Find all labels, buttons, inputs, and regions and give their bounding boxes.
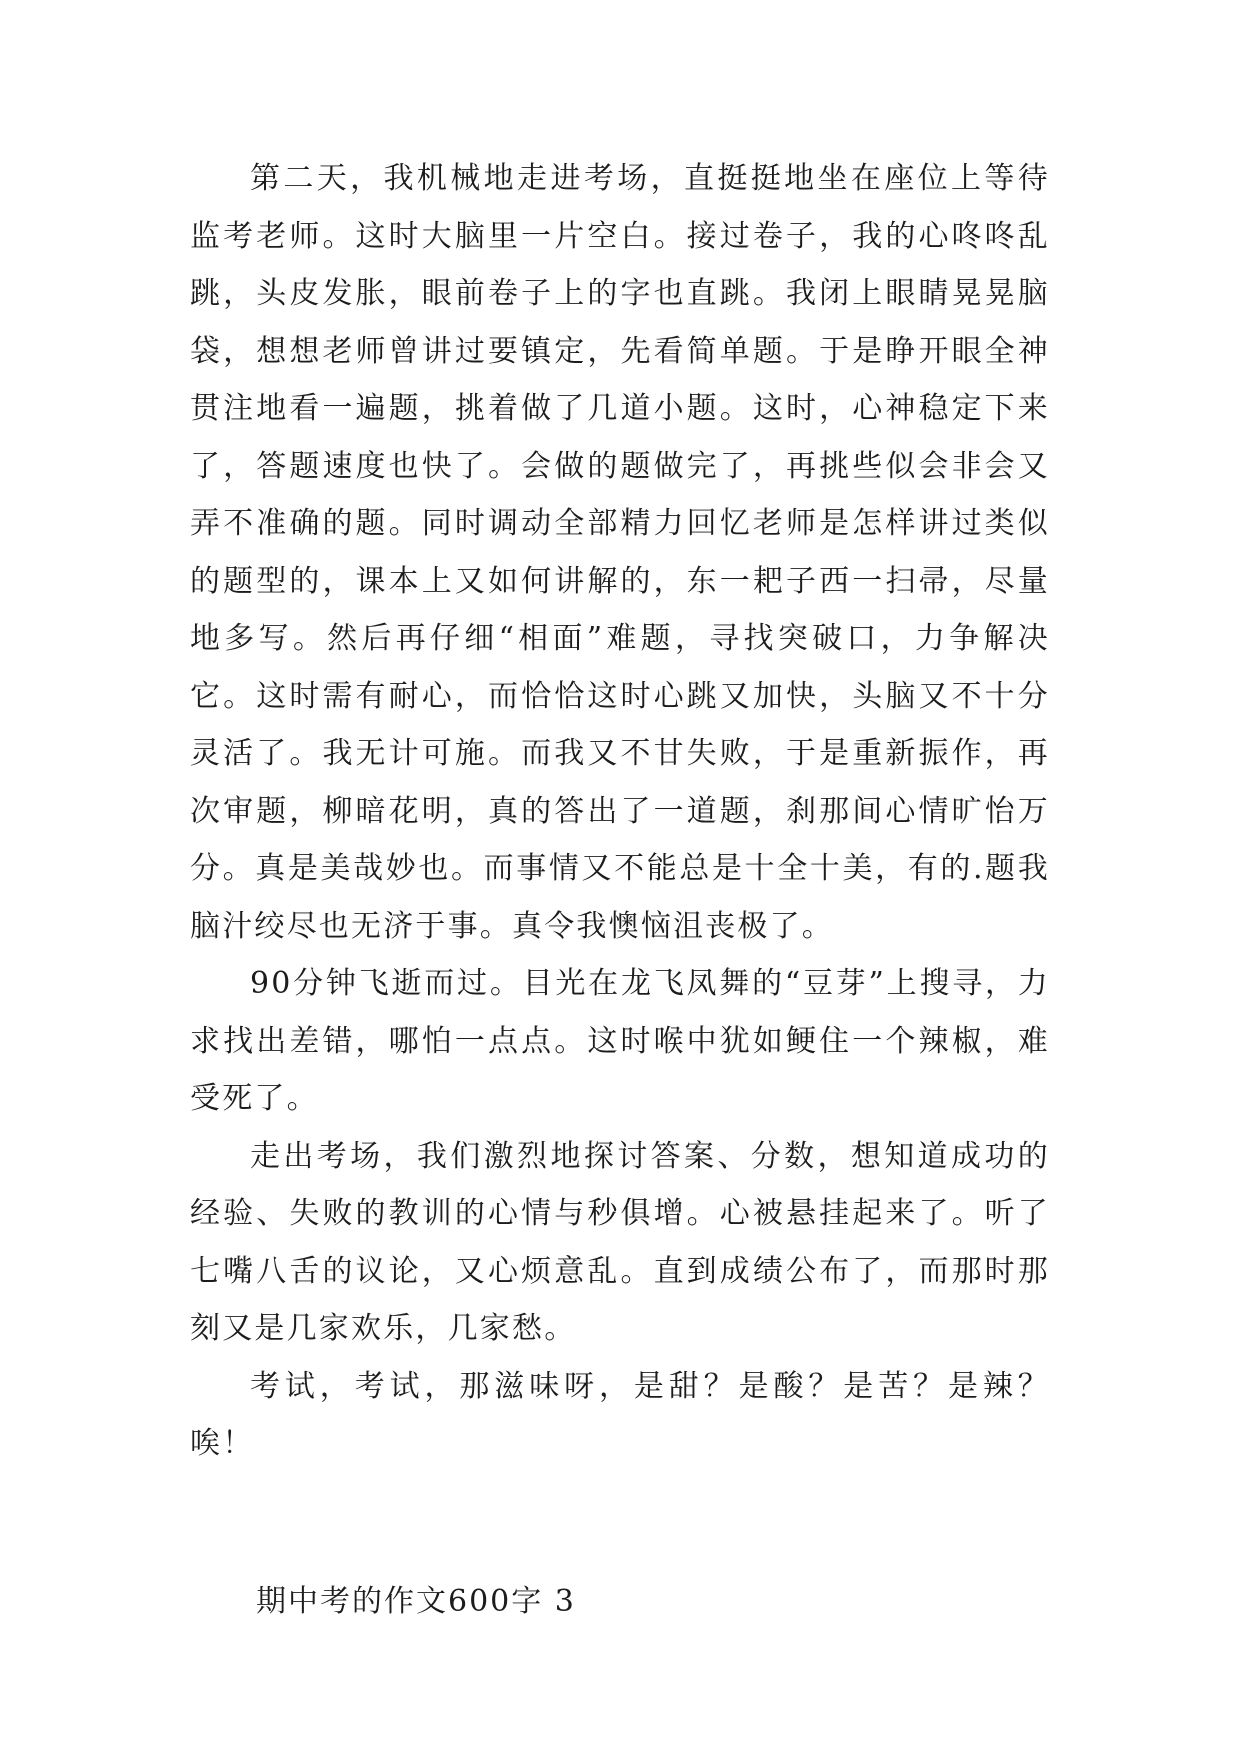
essay-body bbox=[190, 150, 1050, 1473]
paragraph-2: 90分钟飞逝而过。目光在龙飞凤舞的“豆芽”上搜寻，力求找出差错，哪怕一点点。这时喉中犹如鲠住一个辣椒，难受死了。 bbox=[190, 966, 1050, 1116]
paragraph-1: 第二天，我机械地走进考场，直挺挺地坐在座位上等待监考老师。这时大脑里一片空白。接过卷子，我的心咚咚乱跳，头皮发胀，眼前卷子上的字也直跳。我闭上眼睛晃晃脑袋，想想老师曾讲过要镇定，先看简单题。于是睁开眼全神贯注地看一遍题，挑着做了几道小题。这时，心神稳定下来了，答题速度也快了。会做的题做完了，再挑些似会非会又弄不准确的题。同时调动全部精力回忆老师是怎样讲过类似的题型的，课本上又如何讲解的，东一耙子西一扫帚，尽量地多写。然后再仔细“相面”难题，寻找突破口，力争解决它。这时需有耐心，而恰恰这时心跳又加快，头脑又不十分灵活了。我无计可施。而我又不甘失败，于是重新振作，再次审题，柳暗花明，真的答出了一道题，刹那间心情旷怡万分。真是美哉妙也。而事情又不能总是十全十美，有的.题我脑汁绞尽也无济于事。真令我懊恼沮丧极了。 bbox=[190, 161, 1050, 944]
paragraph-3: 走出考场，我们激烈地探讨答案、分数，想知道成功的经验、失败的教训的心情与秒俱增。心被悬挂起来了。听了七嘴八舌的议论，又心烦意乱。直到成绩公布了，而那时那刻又是几家欢乐，几家愁。 bbox=[190, 1138, 1050, 1346]
paragraph-4: 考试，考试，那滋味呀，是甜？是酸？是苦？是辣？唉！ bbox=[190, 1368, 1050, 1461]
section-heading: 期中考的作文600字 3 bbox=[256, 1584, 576, 1619]
